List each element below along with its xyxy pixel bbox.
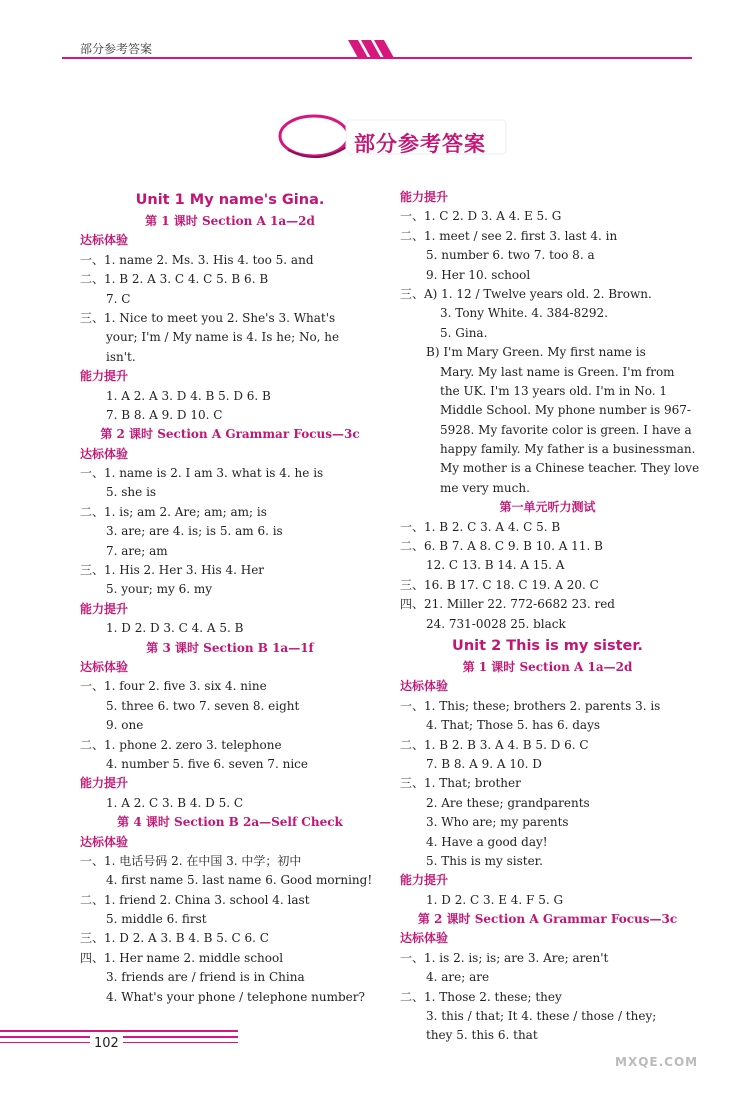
answer-line: 一、1. C 2. D 3. A 4. E 5. G	[400, 209, 562, 224]
section-heading: 达标体验	[80, 233, 129, 248]
page-number: 102	[90, 1036, 123, 1051]
answer-line: 1. A 2. C 3. B 4. D 5. C	[106, 795, 244, 810]
answer-line: 4. What's your phone / telephone number?	[106, 989, 365, 1004]
answer-line: 3. Who are; my parents	[426, 815, 569, 830]
answer-line: 四、21. Miller 22. 772-6682 23. red	[400, 597, 615, 612]
answer-line: 7. B 8. A 9. D 10. C	[106, 407, 223, 422]
section-heading: 达标体验	[400, 931, 449, 946]
answer-line: 一、1. name is 2. I am 3. what is 4. he is	[80, 466, 324, 481]
answer-line: 7. are; am	[106, 543, 168, 558]
footer-rule	[0, 1030, 238, 1032]
answer-line: 5928. My favorite color is green. I have a	[440, 422, 692, 437]
header-rule	[62, 57, 692, 59]
answer-line: 1. D 2. D 3. C 4. A 5. B	[106, 621, 244, 636]
section-heading: 能力提升	[80, 601, 129, 616]
answer-line: 5. This is my sister.	[426, 853, 543, 868]
answer-line: 3. friends are / friend is in China	[106, 970, 305, 985]
lesson-heading: 第 2 课时 Section A Grammar Focus—3c	[417, 912, 678, 927]
answer-line: My mother is a Chinese teacher. They love	[440, 461, 700, 476]
answer-line: happy family. My father is a businessman.	[440, 442, 696, 457]
answer-line: 5. your; my 6. my	[106, 582, 212, 597]
running-header: 部分参考答案	[80, 42, 153, 56]
answer-line: 5. Gina.	[440, 325, 488, 340]
answer-line: 4. are; are	[426, 970, 490, 985]
answer-line: Middle School. My phone number is 967-	[440, 403, 691, 418]
answer-line: 3. Tony White. 4. 384-8292.	[440, 306, 608, 321]
lesson-heading: 第 2 课时 Section A Grammar Focus—3c	[100, 427, 360, 442]
answer-line: the UK. I'm 13 years old. I'm in No. 1	[440, 383, 667, 398]
answer-line: 5. three 6. two 7. seven 8. eight	[106, 698, 300, 713]
answer-line: 一、1. four 2. five 3. six 4. nine	[80, 679, 267, 694]
unit-title: Unit 1 My name's Gina.	[135, 192, 325, 208]
answer-line: 4. That; Those 5. has 6. days	[426, 718, 601, 733]
answer-line: 5. she is	[106, 485, 157, 500]
answer-line: 二、1. Those 2. these; they	[400, 989, 562, 1004]
answer-line: 4. number 5. five 6. seven 7. nice	[106, 756, 308, 771]
answer-line: 7. B 8. A 9. A 10. D	[426, 756, 542, 771]
answer-line: 一、1. This; these; brothers 2. parents 3. is	[400, 698, 661, 713]
answer-line: 4. Have a good day!	[426, 834, 548, 849]
answer-line: 三、A) 1. 12 / Twelve years old. 2. Brown.	[400, 286, 652, 301]
right-column	[400, 188, 700, 1046]
answer-line: isn't.	[106, 349, 136, 364]
answer-line: 9. one	[106, 718, 144, 733]
answer-line: 12. C 13. B 14. A 15. A	[426, 558, 565, 573]
answer-line: 三、1. That; brother	[400, 776, 521, 791]
answer-line: 一、1. name 2. Ms. 3. His 4. too 5. and	[80, 252, 314, 267]
answer-line: 2. Are these; grandparents	[426, 795, 590, 810]
left-column	[80, 188, 380, 1007]
answer-line: 二、6. B 7. A 8. C 9. B 10. A 11. B	[400, 539, 603, 554]
answer-line: 一、1. 电话号码 2. 在中国 3. 中学；初中	[80, 853, 302, 868]
answer-line: 9. Her 10. school	[426, 267, 531, 282]
answer-line: me very much.	[440, 480, 530, 495]
section-heading: 能力提升	[400, 190, 449, 204]
answer-line: 一、1. is 2. is; is; are 3. Are; aren't	[400, 950, 609, 965]
answer-line: your; I'm / My name is 4. Is he; No, he	[106, 330, 340, 345]
section-heading: 能力提升	[80, 369, 129, 384]
lesson-heading: 第 1 课时 Section A 1a—2d	[145, 214, 315, 228]
lesson-heading: 第 1 课时 Section A 1a—2d	[462, 659, 633, 674]
page-title: 部分参考答案	[354, 132, 486, 156]
answer-line: 二、1. is; am 2. Are; am; am; is	[80, 504, 267, 519]
answer-line: 二、1. meet / see 2. first 3. last 4. in	[400, 228, 618, 243]
answer-line: 5. number 6. two 7. too 8. a	[426, 248, 595, 263]
answer-line: 3. this / that; It 4. these / those / they;	[426, 1009, 657, 1024]
answer-line: 7. C	[106, 291, 131, 306]
section-heading: 达标体验	[400, 679, 449, 694]
answer-line: 四、1. Her name 2. middle school	[80, 950, 284, 965]
section-heading: 能力提升	[400, 873, 449, 888]
answer-line: they 5. this 6. that	[426, 1028, 538, 1043]
answer-line: 三、1. His 2. Her 3. His 4. Her	[80, 563, 265, 578]
lesson-heading: 第 4 课时 Section B 2a—Self Check	[117, 815, 343, 830]
answer-line: 三、16. B 17. C 18. C 19. A 20. C	[400, 577, 599, 592]
answer-line: Mary. My last name is Green. I'm from	[440, 364, 675, 379]
lesson-heading: 第 3 课时 Section B 1a—1f	[146, 640, 314, 655]
answer-line: 二、1. friend 2. China 3. school 4. last	[80, 892, 310, 907]
answer-line: 三、1. Nice to meet you 2. She's 3. What's	[80, 310, 336, 325]
answer-line: 1. A 2. A 3. D 4. B 5. D 6. B	[106, 388, 271, 403]
answer-line: 24. 731-0028 25. black	[426, 616, 566, 631]
answer-line: B) I'm Mary Green. My first name is	[426, 345, 646, 360]
section-heading: 能力提升	[80, 776, 129, 791]
section-heading: 达标体验	[80, 834, 129, 849]
section-heading: 达标体验	[80, 446, 129, 461]
section-heading: 达标体验	[80, 659, 129, 674]
answer-line: 三、1. D 2. A 3. B 4. B 5. C 6. C	[80, 931, 269, 946]
answer-line: 3. are; are 4. is; is 5. am 6. is	[106, 524, 283, 539]
answer-line: 二、1. phone 2. zero 3. telephone	[80, 737, 282, 752]
answer-line: 1. D 2. C 3. E 4. F 5. G	[426, 892, 564, 907]
unit-title: Unit 2 This is my sister.	[452, 637, 643, 654]
answer-line: 一、1. B 2. C 3. A 4. C 5. B	[400, 519, 561, 534]
watermark: MXQE.COM	[615, 1055, 699, 1069]
listening-test-heading: 第一单元听力测试	[499, 500, 596, 515]
answer-line: 二、1. B 2. A 3. C 4. C 5. B 6. B	[80, 272, 269, 287]
answer-line: 二、1. B 2. B 3. A 4. B 5. D 6. C	[400, 737, 589, 752]
answer-line: 4. first name 5. last name 6. Good morning!	[106, 873, 373, 888]
answer-line: 5. middle 6. first	[106, 912, 207, 927]
